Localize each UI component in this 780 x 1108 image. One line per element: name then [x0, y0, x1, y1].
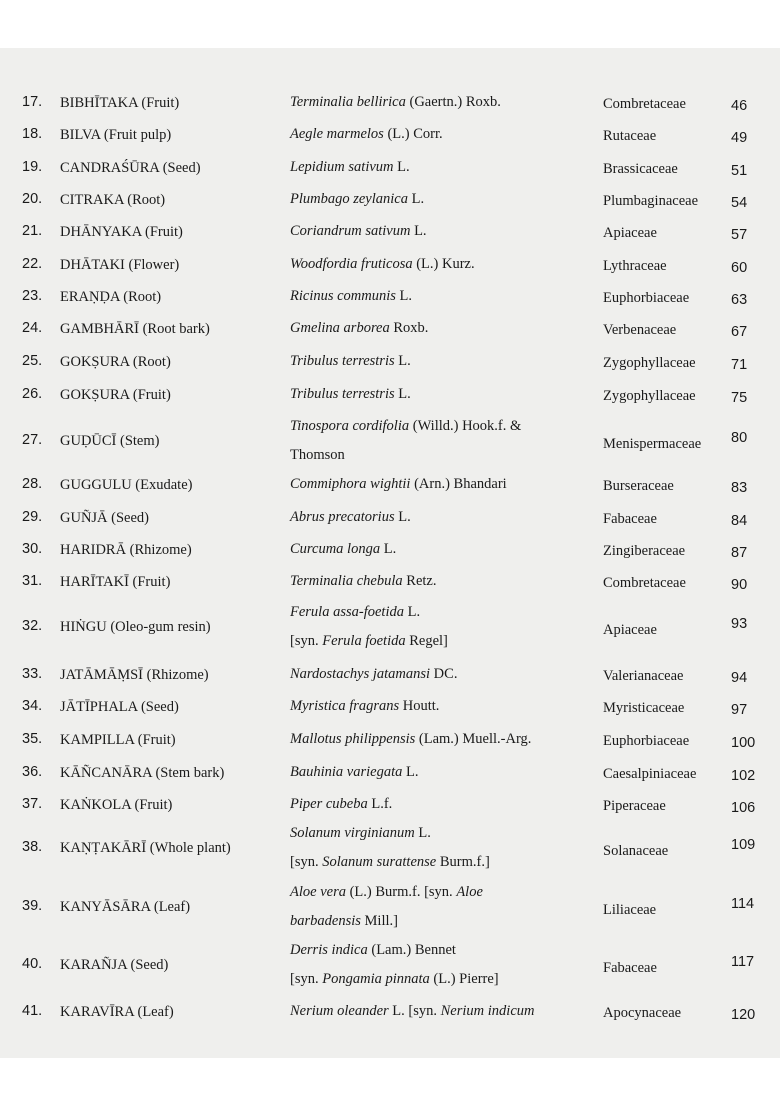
botanical-name-line [290, 153, 410, 182]
authority-text: Regel] [405, 633, 448, 649]
family-name: Burseraceae [603, 478, 674, 494]
drug-name: GAMBHĀRĪ (Root bark) [60, 321, 210, 337]
entry-number: 33. [22, 666, 43, 682]
authority-text: (L.) Burm.f. [syn. [345, 884, 457, 900]
entry-number: 39. [22, 898, 43, 914]
italic-taxon: barbadensis [290, 913, 361, 929]
botanical-name-line [290, 848, 490, 877]
authority-text: Roxb. [389, 320, 429, 336]
botanical-name [290, 470, 507, 499]
botanical-name [290, 878, 483, 936]
botanical-name [290, 88, 501, 117]
botanical-name [290, 758, 418, 787]
page-number: 63 [731, 292, 748, 308]
botanical-name-line [290, 878, 483, 907]
page-number: 93 [731, 616, 748, 632]
botanical-name-line [290, 120, 443, 149]
botanical-name [290, 250, 475, 279]
botanical-name-line [290, 758, 418, 787]
page-number: 94 [731, 670, 748, 686]
authority-text: Thomson [290, 447, 345, 463]
entry-number: 28. [22, 476, 43, 492]
family-name: Combretaceae [603, 575, 686, 591]
entry-number: 37. [22, 796, 43, 812]
drug-name: HARIDRĀ (Rhizome) [60, 542, 192, 558]
page-number: 49 [731, 130, 748, 146]
page-number: 97 [731, 702, 748, 718]
botanical-name-line [290, 790, 392, 819]
entry-number: 18. [22, 126, 43, 142]
authority-text: (L.) Corr. [383, 126, 443, 142]
italic-taxon: Commiphora wightii [290, 476, 411, 492]
italic-taxon: Plumbago zeylanica [290, 191, 408, 207]
botanical-name [290, 185, 424, 214]
italic-taxon: Tribulus terrestris [290, 353, 395, 369]
drug-name: JATĀMĀṂSĪ (Rhizome) [60, 667, 209, 683]
authority-text: (L.) Kurz. [412, 256, 475, 272]
authority-text: (Lam.) Bennet [367, 942, 456, 958]
botanical-name [290, 347, 411, 376]
authority-text: L. [380, 541, 397, 557]
botanical-name [290, 997, 534, 1026]
page-number: 80 [731, 430, 748, 446]
entry-number: 27. [22, 432, 43, 448]
authority-text: [syn. [290, 854, 323, 870]
drug-name: BILVA (Fruit pulp) [60, 127, 172, 143]
family-name: Combretaceae [603, 96, 686, 112]
authority-text: [syn. [290, 971, 323, 987]
page-number: 120 [731, 1007, 756, 1023]
italic-taxon: Nardostachys jatamansi [290, 666, 431, 682]
entry-number: 17. [22, 94, 43, 110]
italic-taxon: Ricinus communis [290, 288, 396, 304]
drug-name: KAṄKOLA (Fruit) [60, 797, 173, 813]
botanical-name-line [290, 567, 436, 596]
family-name: Euphorbiaceae [603, 290, 690, 306]
family-name: Liliaceae [603, 902, 657, 918]
family-name: Apiaceae [603, 225, 657, 241]
family-name: Brassicaceae [603, 161, 678, 177]
italic-taxon: Mallotus philippensis [290, 731, 416, 747]
botanical-name-line [290, 470, 507, 499]
page-number: 84 [731, 513, 748, 529]
page-number: 100 [731, 735, 756, 751]
family-name: Apocynaceae [603, 1005, 682, 1021]
authority-text: L. [394, 386, 411, 402]
drug-name: HIṄGU (Oleo-gum resin) [60, 619, 211, 635]
botanical-name-line [290, 314, 428, 343]
botanical-name-line [290, 412, 521, 441]
drug-name: CITRAKA (Root) [60, 192, 166, 208]
family-name: Fabaceae [603, 960, 657, 976]
botanical-name [290, 660, 457, 689]
botanical-name-line [290, 282, 412, 311]
italic-taxon: Derris indica [290, 942, 368, 958]
botanical-name-line [290, 380, 411, 409]
family-name: Verbenaceae [603, 322, 677, 338]
authority-text: L.f. [367, 796, 393, 812]
authority-text: Burm.f.] [436, 854, 490, 870]
entry-number: 31. [22, 573, 43, 589]
botanical-name-line [290, 441, 521, 470]
family-name: Lythraceae [603, 258, 667, 274]
entry-number: 30. [22, 541, 43, 557]
botanical-name [290, 692, 439, 721]
italic-taxon: Bauhinia variegata [290, 764, 403, 780]
botanical-name [290, 936, 499, 994]
entry-number: 24. [22, 320, 43, 336]
page-number: 106 [731, 800, 756, 816]
italic-taxon: Tinospora cordifolia [290, 418, 410, 434]
family-name: Solanaceae [603, 843, 669, 859]
drug-name: KARAVĪRA (Leaf) [60, 1004, 174, 1020]
family-name: Valerianaceae [603, 668, 684, 684]
botanical-name [290, 153, 410, 182]
drug-name: GOKṢURA (Root) [60, 354, 171, 370]
entry-number: 36. [22, 764, 43, 780]
botanical-name-line [290, 217, 427, 246]
page-number: 60 [731, 260, 748, 276]
botanical-name-line [290, 936, 499, 965]
family-name: Myristicaceae [603, 700, 685, 716]
entry-number: 32. [22, 618, 43, 634]
botanical-name-line [290, 503, 411, 532]
authority-text: (Willd.) Hook.f. & [409, 418, 522, 434]
botanical-name-line [290, 185, 424, 214]
botanical-name-line [290, 965, 499, 994]
authority-text: L. [408, 191, 425, 207]
italic-taxon: Solanum virginianum [290, 825, 415, 841]
entry-number: 20. [22, 191, 43, 207]
botanical-name [290, 567, 436, 596]
drug-name: CANDRAŚŪRA (Seed) [60, 160, 201, 176]
italic-taxon: Nerium indicum [440, 1003, 535, 1019]
family-name: Rutaceae [603, 128, 657, 144]
authority-text: L. [403, 604, 421, 620]
botanical-name-line [290, 660, 457, 689]
authority-text: L. [395, 288, 413, 304]
family-name: Fabaceae [603, 511, 657, 527]
drug-name: DHĀNYAKA (Fruit) [60, 224, 183, 240]
authority-text: Mill.] [360, 913, 398, 929]
botanical-name-line [290, 535, 396, 564]
botanical-name-line [290, 598, 448, 627]
page-number: 75 [731, 390, 748, 406]
page-number: 57 [731, 227, 748, 243]
page-number: 109 [731, 837, 756, 853]
botanical-name [290, 380, 411, 409]
italic-taxon: Aloe [456, 884, 483, 900]
botanical-name [290, 535, 396, 564]
page-number: 90 [731, 577, 748, 593]
italic-taxon: Tribulus terrestris [290, 386, 395, 402]
entry-number: 38. [22, 839, 43, 855]
page-number: 67 [731, 324, 748, 340]
authority-text: L. [402, 764, 419, 780]
italic-taxon: Abrus precatorius [290, 509, 395, 525]
drug-name: GUÑJĀ (Seed) [60, 510, 149, 526]
family-name: Menispermaceae [603, 436, 702, 452]
drug-name: KANYĀSĀRA (Leaf) [60, 899, 191, 915]
authority-text: L. [394, 509, 411, 525]
italic-taxon: Piper cubeba [290, 796, 368, 812]
authority-text: (Lam.) Muell.-Arg. [415, 731, 532, 747]
page-number: 83 [731, 480, 748, 496]
page-number: 102 [731, 768, 756, 784]
family-name: Zygophyllaceae [603, 388, 696, 404]
family-name: Caesalpiniaceae [603, 766, 697, 782]
authority-text: (Arn.) Bhandari [410, 476, 507, 492]
authority-text: L. [393, 159, 410, 175]
authority-text: Houtt. [399, 698, 440, 714]
botanical-name [290, 314, 428, 343]
botanical-name [290, 790, 392, 819]
authority-text: [syn. [290, 633, 323, 649]
page-number: 46 [731, 98, 748, 114]
entry-number: 29. [22, 509, 43, 525]
family-name: Euphorbiaceae [603, 733, 690, 749]
drug-name: GOKṢURA (Fruit) [60, 387, 171, 403]
authority-text: L. [414, 825, 431, 841]
italic-taxon: Terminalia chebula [290, 573, 403, 589]
page-number: 114 [731, 896, 755, 912]
italic-taxon: Myristica fragrans [290, 698, 400, 714]
entry-number: 35. [22, 731, 43, 747]
family-name: Plumbaginaceae [603, 193, 699, 209]
italic-taxon: Gmelina arborea [290, 320, 390, 336]
botanical-name [290, 598, 448, 656]
page-number: 87 [731, 545, 748, 561]
botanical-name-line [290, 997, 534, 1026]
entry-number: 25. [22, 353, 43, 369]
drug-name: JĀTĪPHALA (Seed) [60, 699, 179, 715]
authority-text: L. [syn. [388, 1003, 441, 1019]
botanical-name-line [290, 692, 439, 721]
italic-taxon: Pongamia pinnata [322, 971, 430, 987]
drug-name: KAMPILLA (Fruit) [60, 732, 176, 748]
drug-name: HARĪTAKĪ (Fruit) [60, 574, 171, 590]
italic-taxon: Lepidium sativum [290, 159, 394, 175]
entry-number: 34. [22, 698, 43, 714]
page-number: 117 [731, 954, 755, 970]
drug-name: GUḌŪCĪ (Stem) [60, 433, 160, 449]
italic-taxon: Ferula foetida [322, 633, 406, 649]
page-number: 51 [731, 163, 748, 179]
italic-taxon: Aegle marmelos [290, 126, 384, 142]
entry-number: 41. [22, 1003, 43, 1019]
botanical-name [290, 282, 412, 311]
botanical-name [290, 120, 443, 149]
botanical-name-line [290, 347, 411, 376]
botanical-name [290, 725, 531, 754]
authority-text: L. [394, 353, 411, 369]
botanical-name [290, 412, 521, 470]
authority-text: DC. [430, 666, 458, 682]
family-name: Zingiberaceae [603, 543, 686, 559]
drug-name: KAṆṬAKĀRĪ (Whole plant) [60, 840, 231, 856]
italic-taxon: Aloe vera [290, 884, 346, 900]
authority-text: (Gaertn.) Roxb. [405, 94, 501, 110]
botanical-name [290, 819, 490, 877]
drug-name: KARAÑJA (Seed) [60, 957, 169, 973]
botanical-name [290, 217, 427, 246]
italic-taxon: Curcuma longa [290, 541, 381, 557]
drug-name: GUGGULU (Exudate) [60, 477, 193, 493]
page-number: 54 [731, 195, 748, 211]
page-number: 71 [731, 357, 748, 373]
italic-taxon: Woodfordia fruticosa [290, 256, 413, 272]
drug-name: DHĀTAKI (Flower) [60, 257, 180, 273]
botanical-name-line [290, 88, 501, 117]
botanical-name-line [290, 627, 448, 656]
botanical-name-line [290, 250, 475, 279]
family-name: Zygophyllaceae [603, 355, 696, 371]
entry-number: 21. [22, 223, 43, 239]
family-name: Piperaceae [603, 798, 666, 814]
italic-taxon: Terminalia bellirica [290, 94, 406, 110]
drug-name: KĀÑCANĀRA (Stem bark) [60, 765, 225, 781]
entry-number: 22. [22, 256, 43, 272]
authority-text: L. [410, 223, 427, 239]
entry-number: 19. [22, 159, 43, 175]
family-name: Apiaceae [603, 622, 657, 638]
drug-name: BIBHĪTAKA (Fruit) [60, 95, 180, 111]
italic-taxon: Solanum surattense [322, 854, 437, 870]
botanical-name [290, 503, 411, 532]
italic-taxon: Nerium oleander [290, 1003, 389, 1019]
italic-taxon: Ferula assa-foetida [290, 604, 404, 620]
entry-number: 26. [22, 386, 43, 402]
botanical-name-line [290, 907, 483, 936]
entry-number: 40. [22, 956, 43, 972]
authority-text: Retz. [402, 573, 437, 589]
italic-taxon: Coriandrum sativum [290, 223, 411, 239]
botanical-name-line [290, 819, 490, 848]
botanical-name-line [290, 725, 531, 754]
entry-number: 23. [22, 288, 43, 304]
drug-name: ERAṆḌA (Root) [60, 289, 162, 305]
authority-text: (L.) Pierre] [429, 971, 499, 987]
